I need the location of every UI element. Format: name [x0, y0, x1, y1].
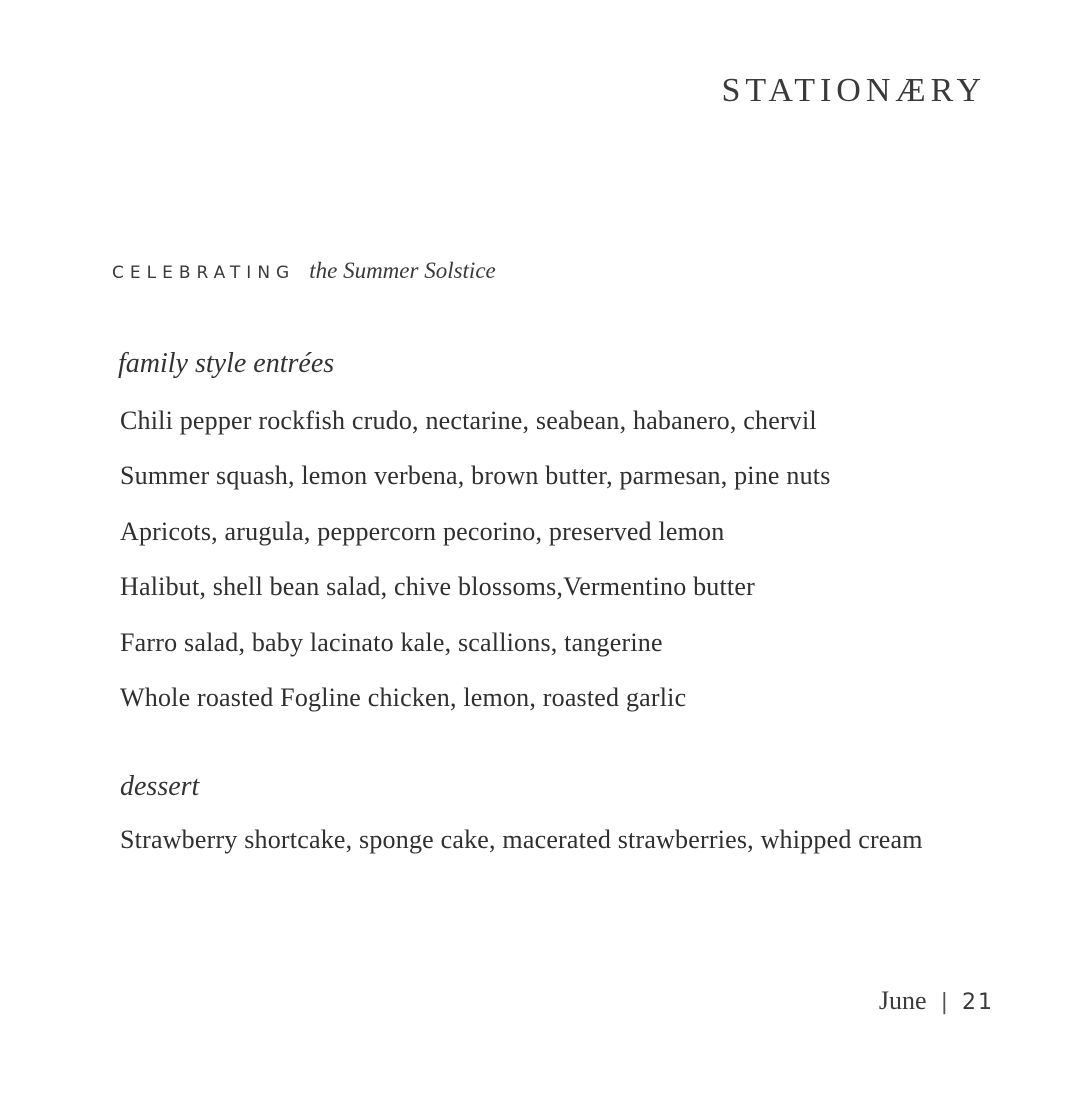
footer-separator: | [940, 990, 948, 1015]
entrees-section-title: family style entrées [118, 348, 335, 379]
dessert-section-title: dessert [120, 771, 200, 802]
heading-occasion: the Summer Solstice [309, 258, 496, 283]
menu-item: Strawberry shortcake, sponge cake, macerated strawberries, whipped cream [120, 825, 923, 854]
menu-item: Whole roasted Fogline chicken, lemon, roasted garlic [120, 682, 687, 712]
menu-item: Chili pepper rockfish crudo, nectarine, seabean, habanero, chervil [120, 406, 817, 435]
heading-label: CELEBRATING [112, 263, 296, 283]
menu-item: Apricots, arugula, peppercorn pecorino, preserved lemon [120, 516, 725, 546]
menu-item: Summer squash, lemon verbena, brown butter, parmesan, pine nuts [120, 461, 831, 491]
entrees-list [120, 404, 831, 736]
footer-day: 21 [962, 990, 994, 1015]
date-footer [879, 986, 994, 1016]
event-heading [112, 258, 496, 284]
brand-logo: STATIONÆRY [721, 72, 986, 109]
menu-item: Farro salad, baby lacinato kale, scallions, tangerine [120, 627, 663, 657]
footer-month: June [878, 986, 927, 1015]
dessert-list [120, 823, 923, 878]
menu-item: Halibut, shell bean salad, chive blossoms,Vermentino butter [120, 572, 755, 602]
